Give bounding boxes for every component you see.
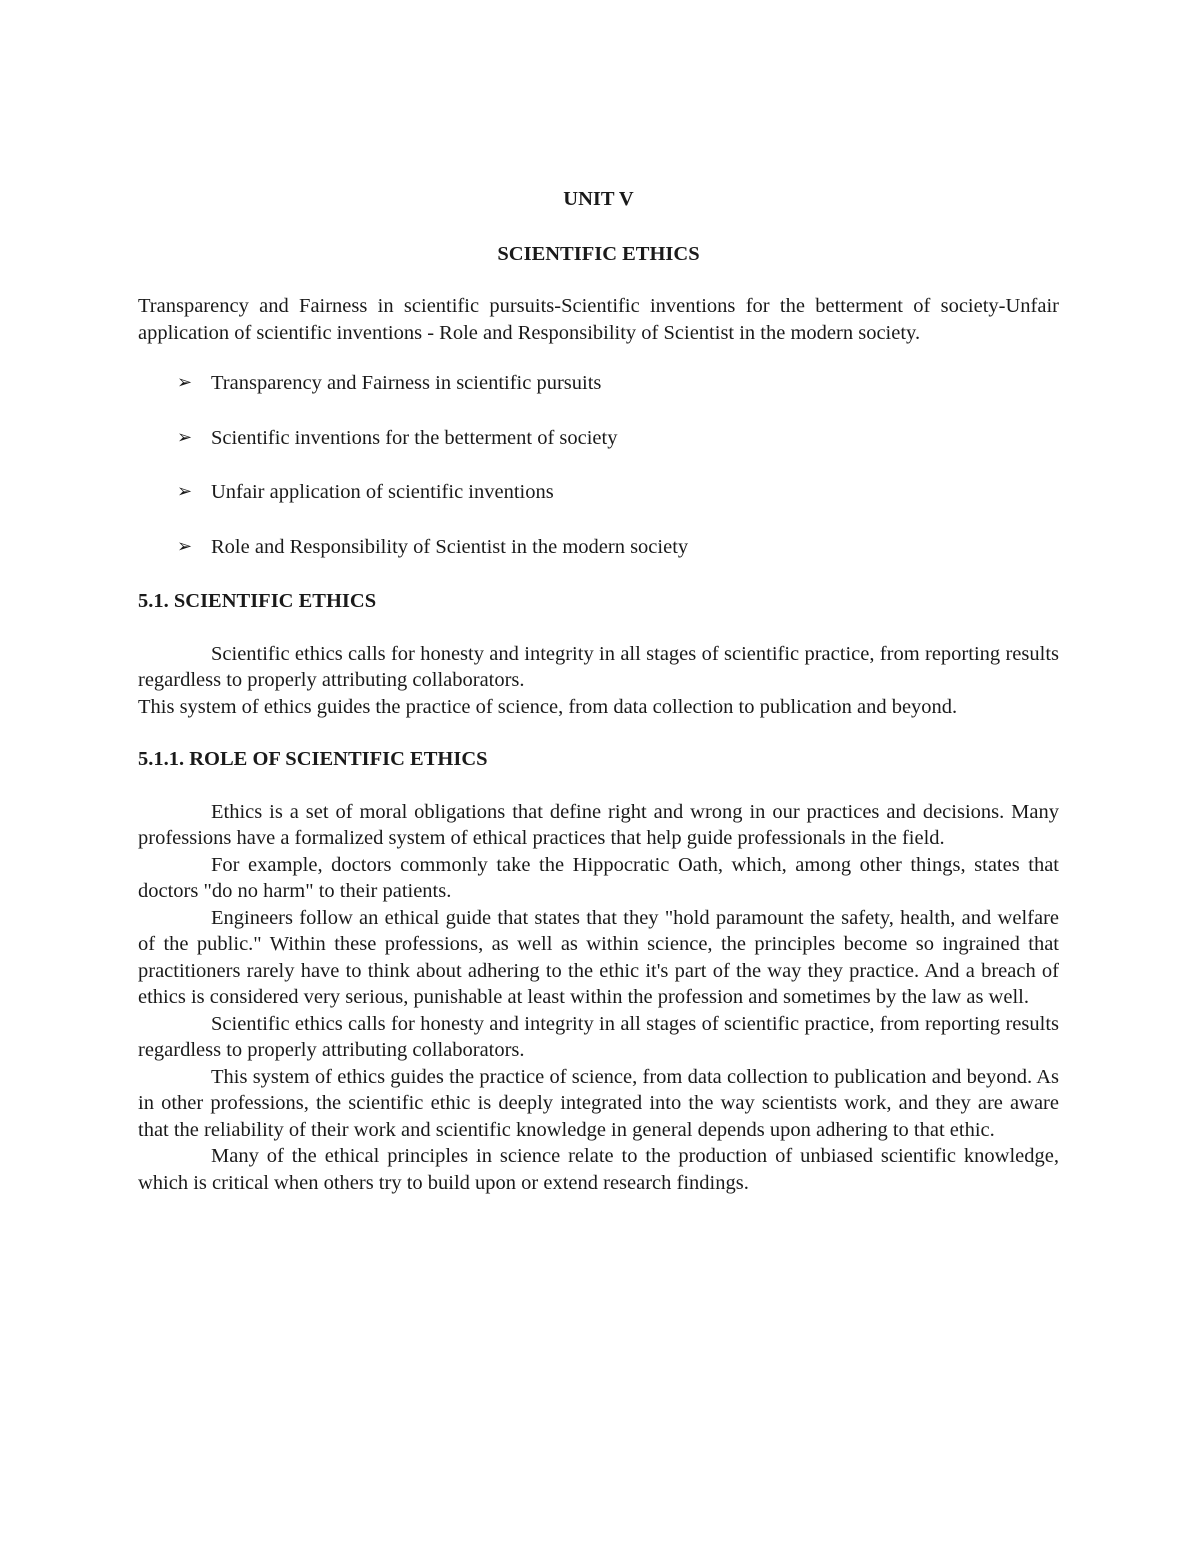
paragraph: Scientific ethics calls for honesty and integrity in all stages of scientific practice, from reporting results regardless to properly attributing collaborators. (138, 1012, 1059, 1061)
topic-label: Role and Responsibility of Scientist in the modern society (211, 535, 689, 558)
arrow-bullet-icon: ➢ (177, 535, 193, 557)
arrow-bullet-icon: ➢ (177, 372, 193, 393)
list-item (138, 534, 1059, 561)
paragraph: Many of the ethical principles in science relate to the production of unbiased scientific knowledge, which is critical when others try to build upon or extend research findings. (138, 1145, 1059, 1194)
topic-list (138, 370, 1059, 560)
unit-title: UNIT V (563, 188, 634, 210)
list-item (138, 479, 1059, 506)
document-page (138, 186, 1059, 1196)
arrow-bullet-icon: ➢ (177, 426, 193, 448)
section-heading-5-1: 5.1. SCIENTIFIC ETHICS (138, 590, 377, 612)
topic-label: Transparency and Fairness in scientific pursuits (211, 372, 602, 394)
topic-label: Unfair application of scientific inventions (211, 481, 554, 503)
list-item (138, 425, 1059, 452)
paragraph: Scientific ethics calls for honesty and integrity in all stages of scientific practice, from reporting results regardless to properly attributing collaborators. (138, 642, 1059, 691)
topic-label: Scientific inventions for the betterment of society (211, 426, 618, 449)
list-item (138, 370, 1059, 397)
syllabus-summary: Transparency and Fairness in scientific pursuits-Scientific inventions for the betterment of society-Unfair application of scientific inventions - Role and Responsibility of Scientist in the modern society. (138, 295, 1059, 344)
paragraph: Engineers follow an ethical guide that states that they "hold paramount the safety, health, and welfare of the public." Within these professions, as well as within science, the principles become so ingrained that practitioners rarely have to think about adhering to the ethic it's part of the way they practice. And a breach of ethics is considered very serious, punishable at least within the profession and sometimes by the law as well. (138, 906, 1059, 1008)
chapter-title: SCIENTIFIC ETHICS (497, 242, 700, 265)
arrow-bullet-icon: ➢ (177, 481, 193, 502)
paragraph: This system of ethics guides the practice of science, from data collection to publication and beyond. (138, 695, 958, 718)
paragraph: For example, doctors commonly take the Hippocratic Oath, which, among other things, states that doctors "do no harm" to their patients. (138, 853, 1059, 902)
section-heading-5-1-1: 5.1.1. ROLE OF SCIENTIFIC ETHICS (138, 748, 488, 770)
paragraph: This system of ethics guides the practice of science, from data collection to publication and beyond. As in other professions, the scientific ethic is deeply integrated into the way scientists work, and they are aware that the reliability of their work and scientific knowledge in general depends upon adhering to that ethic. (138, 1065, 1059, 1141)
paragraph: Ethics is a set of moral obligations that define right and wrong in our practices and decisions. Many professions have a formalized system of ethical practices that help guide professionals in the field. (138, 800, 1059, 849)
